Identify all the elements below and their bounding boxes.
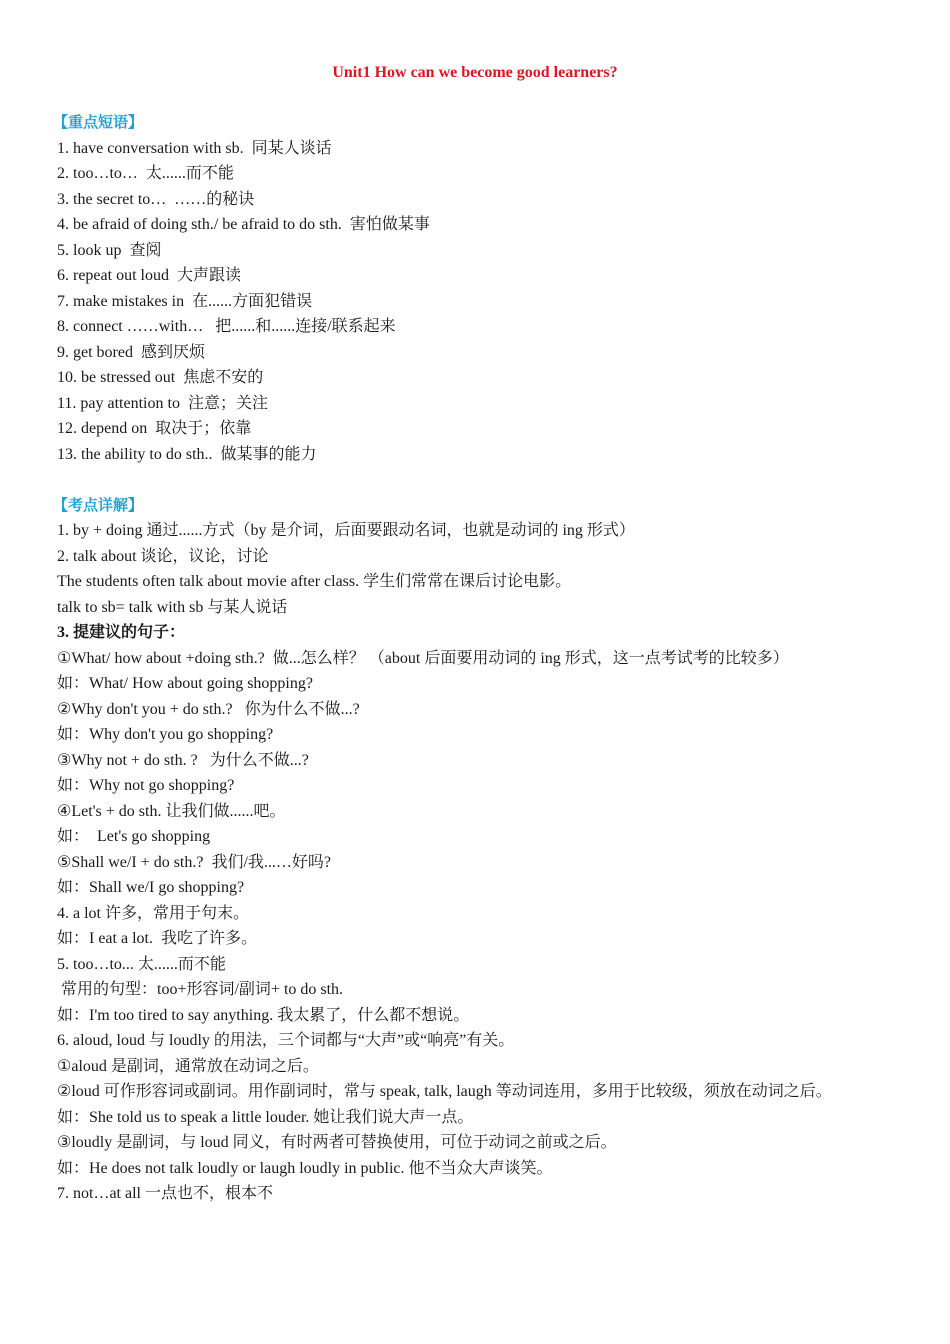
phrase-item: 6. repeat out loud 大声跟读 bbox=[57, 267, 241, 284]
phrase-item: 5. look up 查阅 bbox=[57, 241, 162, 259]
document-body bbox=[53, 110, 887, 1207]
example-line: 如：Why not go shopping? bbox=[57, 777, 235, 794]
phrase-item: 2. too…to… 太......而不能 bbox=[57, 165, 234, 182]
example-line: The students often talk about movie after class. 学生们常常在课后讨论电影。 bbox=[57, 573, 572, 590]
phrase-item: 9. get bored 感到厌烦 bbox=[57, 343, 205, 361]
section-heading-key-phrases: 【重点短语】 bbox=[53, 113, 144, 131]
point-line: 1. by + doing 通过......方式（by 是介词，后面要跟动名词，也就是动词的 ing 形式） bbox=[57, 522, 635, 539]
example-line: 如：She told us to speak a little louder. 她让我们说大声一点。 bbox=[57, 1108, 474, 1126]
phrase-item: 13. the ability to do sth.. 做某事的能力 bbox=[57, 445, 317, 463]
phrase-item: 11. pay attention to 注意；关注 bbox=[57, 394, 268, 412]
phrase-item: 8. connect ……with… 把......和......连接/联系起来 bbox=[57, 318, 396, 335]
point-line: talk to sb= talk with sb 与某人说话 bbox=[57, 598, 288, 616]
point-line: ⑤Shall we/I + do sth.? 我们/我...…好吗? bbox=[57, 853, 332, 871]
point-line: ①aloud 是副词，通常放在动词之后。 bbox=[57, 1057, 319, 1075]
section-spacer bbox=[57, 467, 887, 493]
example-line: 如： Let's go shopping bbox=[57, 828, 211, 845]
key-points-list bbox=[57, 518, 887, 1207]
point-line: ②loud 可作形容词或副词。用作副词时，常与 speak, talk, laugh 等动词连用，多用于比较级，须放在动词之后。 bbox=[57, 1083, 832, 1100]
point-line: 2. talk about 谈论，议论，讨论 bbox=[57, 547, 269, 565]
phrase-item: 4. be afraid of doing sth./ be afraid to do sth. 害怕做某事 bbox=[57, 216, 430, 233]
phrase-item: 7. make mistakes in 在......方面犯错误 bbox=[57, 292, 313, 310]
point-line: 5. too…to... 太......而不能 bbox=[57, 955, 226, 973]
example-line: 如：I'm too tired to say anything. 我太累了，什么都不想说。 bbox=[57, 1006, 470, 1024]
point-line: ①What/ how about +doing sth.? 做...怎么样？ （about 后面要用动词的 ing 形式，这一点考试考的比较多） bbox=[57, 649, 789, 667]
point-subheading: 3. 提建议的句子： bbox=[57, 624, 186, 641]
phrase-item: 1. have conversation with sb. 同某人谈话 bbox=[57, 139, 332, 157]
phrase-item: 12. depend on 取决于；依靠 bbox=[57, 420, 252, 437]
section-heading-key-points: 【考点详解】 bbox=[53, 495, 144, 514]
example-line: 如：What/ How about going shopping? bbox=[57, 675, 313, 692]
document-title: Unit1 How can we become good learners? bbox=[332, 64, 618, 81]
phrase-item: 3. the secret to… ……的秘诀 bbox=[57, 190, 255, 208]
point-line: ③Why not + do sth. ? 为什么不做...? bbox=[57, 751, 309, 769]
point-line: ②Why don't you + do sth.? 你为什么不做...? bbox=[57, 700, 360, 718]
key-phrases-list bbox=[57, 136, 887, 468]
point-line: 常用的句型：too+形容词/副词+ to do sth. bbox=[57, 981, 344, 998]
example-line: 如：Shall we/I go shopping? bbox=[57, 879, 245, 896]
point-line: 4. a lot 许多，常用于句末。 bbox=[57, 904, 249, 922]
example-line: 如：Why don't you go shopping? bbox=[57, 726, 274, 743]
point-line: ④Let's + do sth. 让我们做......吧。 bbox=[57, 802, 286, 820]
point-line: 7. not…at all 一点也不，根本不 bbox=[57, 1185, 273, 1202]
point-line: 6. aloud, loud 与 loudly 的用法，三个词都与“大声”或“响亮”有关。 bbox=[57, 1032, 515, 1049]
example-line: 如：He does not talk loudly or laugh loudly in public. 他不当众大声谈笑。 bbox=[57, 1159, 553, 1177]
phrase-item: 10. be stressed out 焦虑不安的 bbox=[57, 369, 264, 386]
point-line: ③loudly 是副词，与 loud 同义，有时两者可替换使用，可位于动词之前或之后。 bbox=[57, 1134, 617, 1151]
example-line: 如：I eat a lot. 我吃了许多。 bbox=[57, 930, 257, 947]
